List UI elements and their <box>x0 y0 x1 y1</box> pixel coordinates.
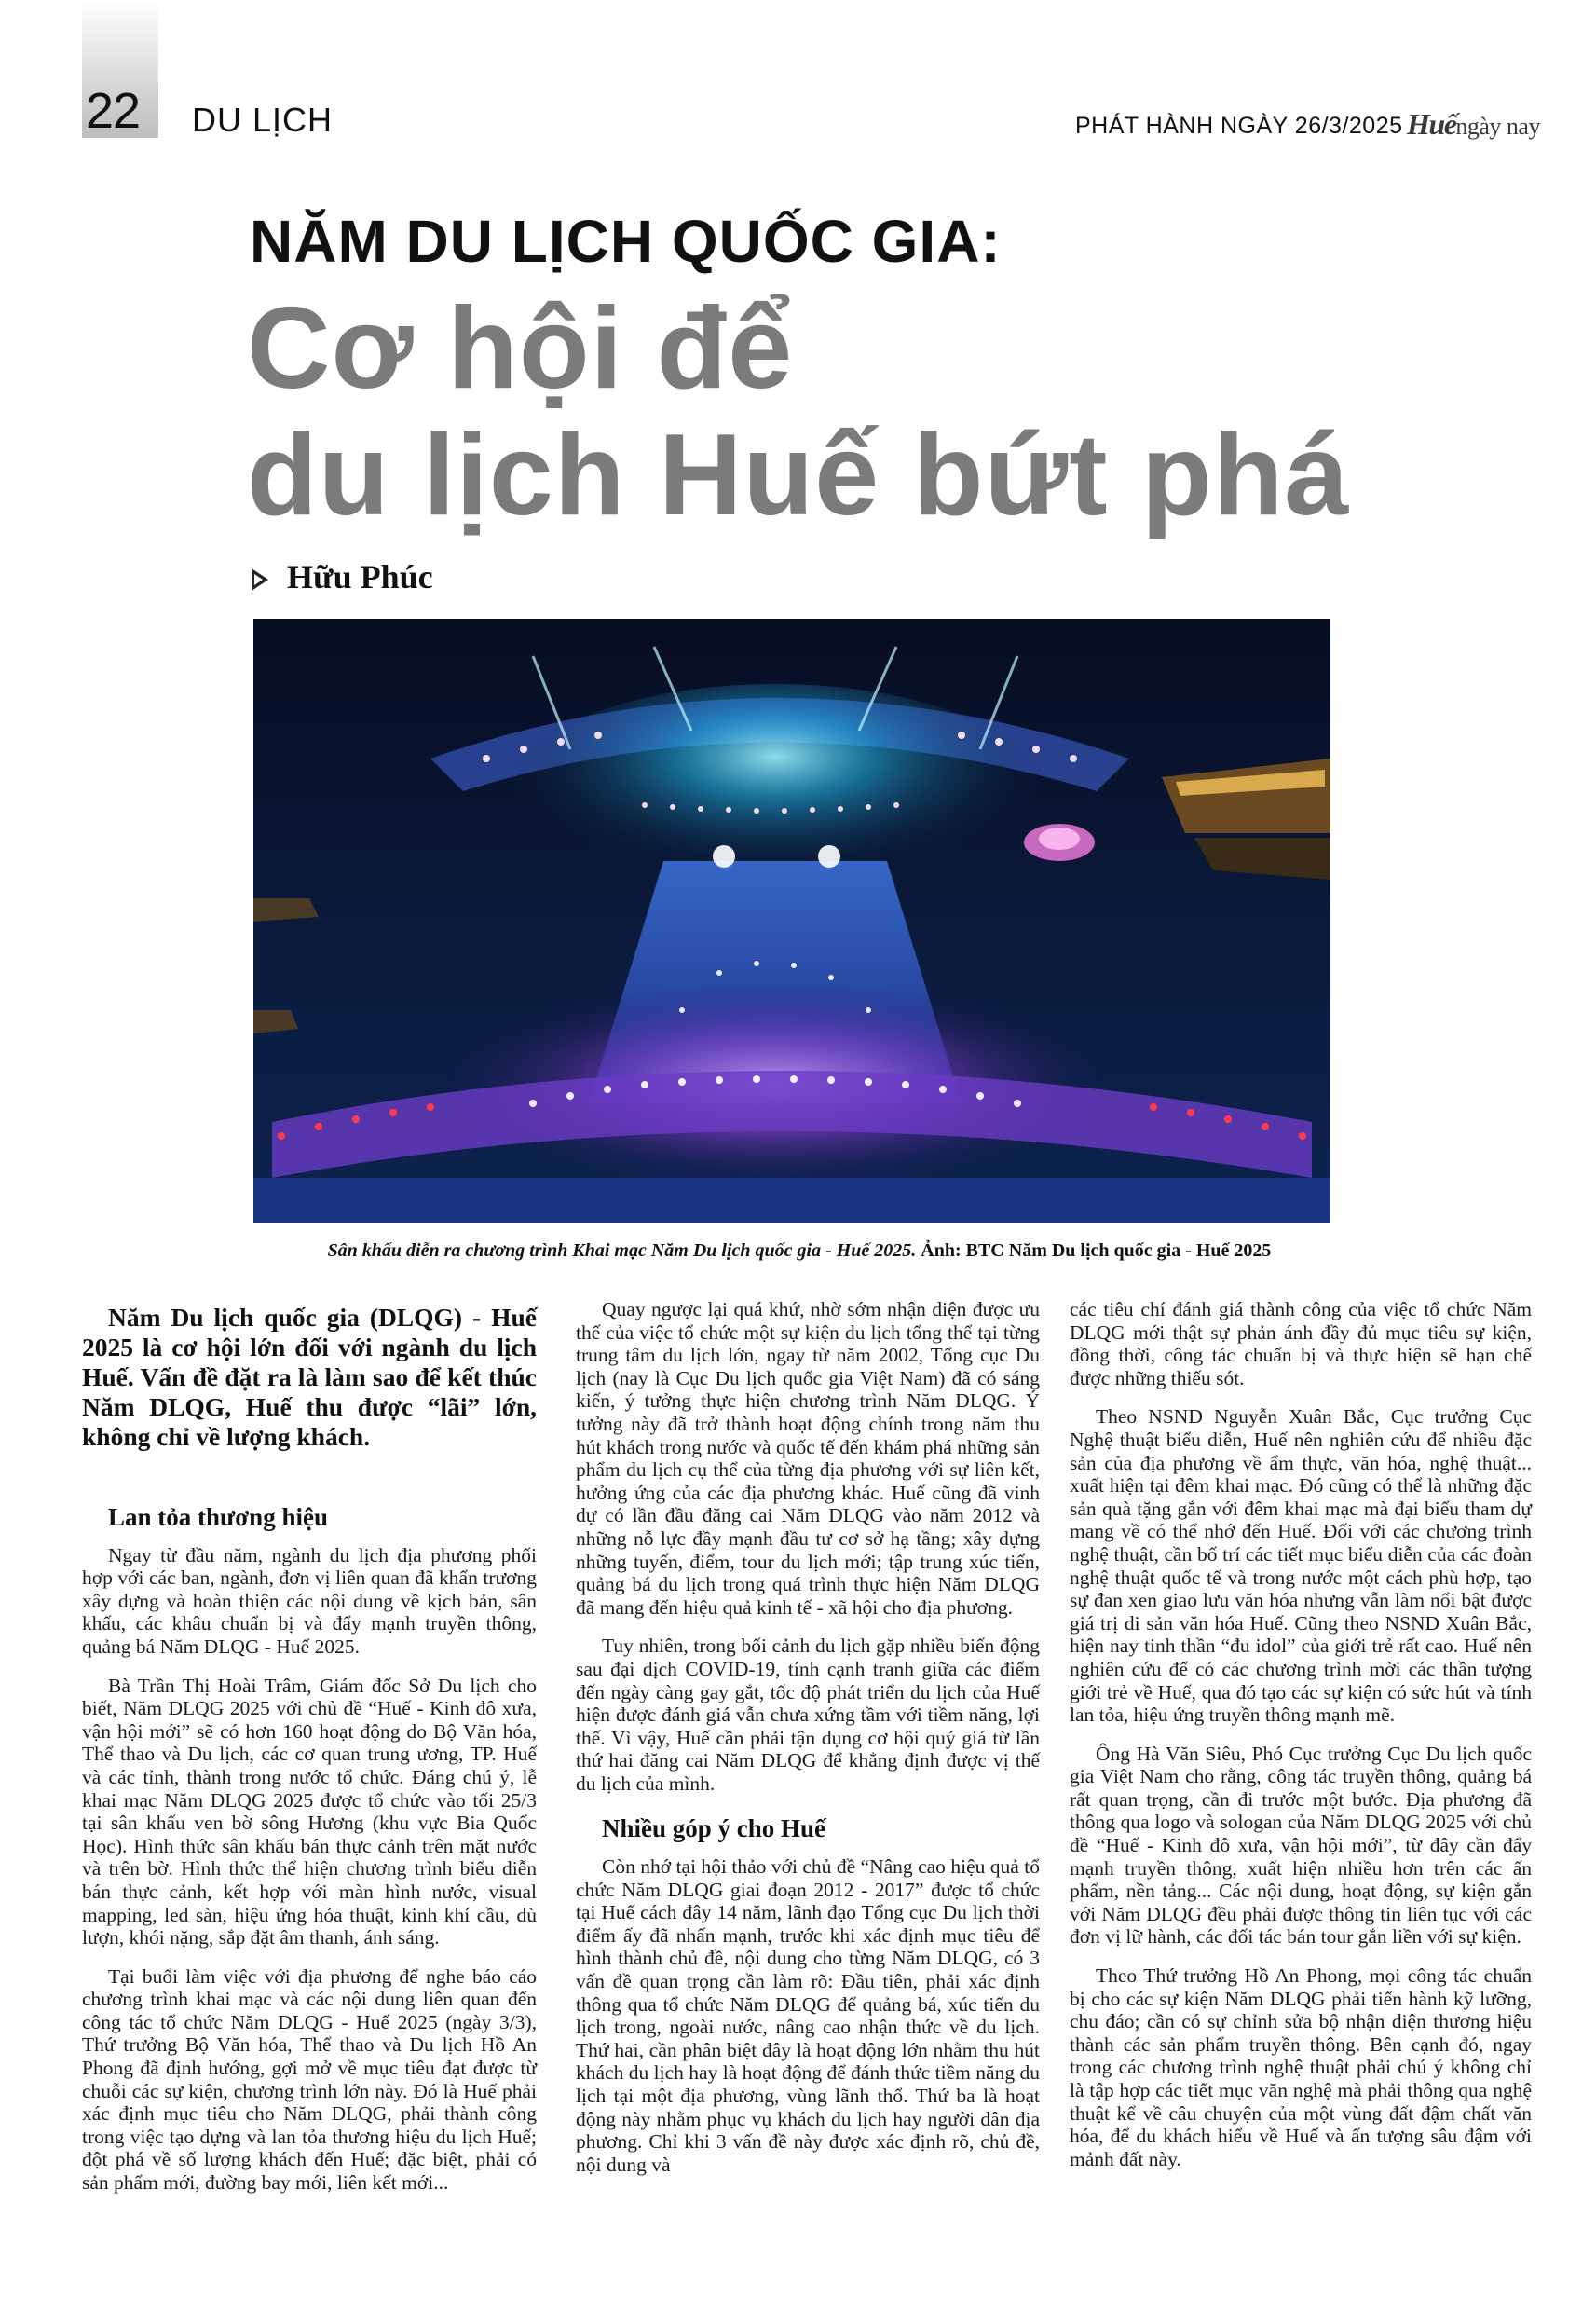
photo-credit: Ảnh: BTC Năm Du lịch quốc gia - Huế 2025 <box>921 1240 1272 1261</box>
body-paragraph: Còn nhớ tại hội thảo với chủ đề “Nâng cao hiệu quả tổ chức Năm DLQG giai đoạn 2012 - 2017” được tổ chức tại Huế cách đây 14 năm, lãnh đạo Tổng cục Du lịch thời điểm ấy đã nhấn mạnh, trước khi xác định mục tiêu để hình thành chủ đề, nội dung cho từng Năm DLQG, có 3 vấn đề quan trọng cần làm rõ: Đầu tiên, phải xác định thông qua tổ chức Năm DLQG để quảng bá, xúc tiến du lịch trong, ngoài nước, nâng cao nhận thức về du lịch. Thứ hai, cần phân biệt đây là hoạt động lớn nhằm thu hút khách du lịch hay là hoạt động để đánh thức tiềm năng du lịch tại một địa phương, vùng lãnh thổ. Thứ ba là hoạt động này nhằm phục vụ khách du lịch hay người dân địa phương. Chỉ khi 3 vấn đề này được xác định rõ, chủ đề, nội dung và <box>576 1855 1040 2176</box>
page-number: 22 <box>86 83 141 139</box>
author-byline: Hữu Phúc <box>287 558 433 595</box>
logo-main: Huế <box>1407 107 1456 141</box>
subheading-gop-y: Nhiều góp ý cho Huế <box>602 1814 826 1843</box>
body-paragraph-continued: các tiêu chí đánh giá thành công của việc tổ chức Năm DLQG mới thật sự phản ánh đầy đủ mục tiêu sự kiện, đồng thời, công tác chuẩn bị và thực hiện sẽ hạn chế được những thiếu sót. <box>1070 1298 1532 1389</box>
body-paragraph: Ngay từ đầu năm, ngành du lịch địa phương phối hợp với các ban, ngành, đơn vị liên quan đã khẩn trương xây dựng và hoàn thiện các nội dung về kịch bản, sân khấu, các khâu chuẩn bị và đẩy mạnh truyền thông, quảng bá Năm DLQG - Huế 2025. <box>82 1543 537 1658</box>
headline-line-2: du lịch Huế bứt phá <box>247 411 1350 540</box>
body-paragraph: Theo Thứ trưởng Hồ An Phong, mọi công tác chuẩn bị cho các sự kiện Năm DLQG phải tiến hành kỹ lưỡng, chu đáo; cần có sự chỉnh sửa bộ nhận diện thương hiệu thành các sản phẩm truyền thông. Bên cạnh đó, ngay trong các chương trình nghệ thuật phải chú ý không chỉ là tập hợp các tiết mục văn nghệ mà phải thông qua nghệ thuật kể về câu chuyện của một vùng đất đậm chất văn hóa, để du khách hiểu về Huế và ấn tượng sâu đậm với mảnh đất này. <box>1070 1964 1532 2170</box>
triangle-bullet-icon <box>252 568 268 591</box>
release-date: PHÁT HÀNH NGÀY 26/3/2025 <box>1075 113 1403 139</box>
body-paragraph: Bà Trần Thị Hoài Trâm, Giám đốc Sở Du lịch cho biết, Năm DLQG 2025 với chủ đề “Huế - Kinh đô xưa, vận hội mới” sẽ có hơn 160 hoạt động do Bộ Văn hóa, Thể thao và Du lịch, các cơ quan trung ương, TP. Huế và các tỉnh, thành trong nước tổ chức. Đáng chú ý, lễ khai mạc Năm DLQG 2025 được tổ chức vào tối 25/3 tại sân khấu ven bờ sông Hương (khu vực Bia Quốc Học). Hình thức sân khấu bán thực cảnh trên mặt nước và trên bờ. Hình thức thể hiện chương trình biểu diễn bán thực cảnh, kết hợp với màn hình nước, visual mapping, led sàn, hiệu ứng hỏa thuật, kinh khí cầu, dù lượn, khói nặng, sắp đặt âm thanh, ánh sáng. <box>82 1674 537 1949</box>
subheading-lan-toa: Lan tỏa thương hiệu <box>108 1503 328 1531</box>
logo-sub: ngày nay <box>1455 113 1540 140</box>
body-paragraph: Theo NSND Nguyễn Xuân Bắc, Cục trưởng Cục Nghệ thuật biểu diễn, Huế nên nghiên cứu để nhiều đặc sản của địa phương về ẩm thực, văn hóa, nghệ thuật... xuất hiện tại đêm khai mạc. Đó cũng có thể là những đặc sản quà tặng gắn với đêm khai mạc mà đại biểu tham dự mang về có thể nhớ đến Huế. Đối với các chương trình nghệ thuật, cần bố trí các tiết mục biểu diễn của các đoàn nghệ thuật quốc tế và trong nước một cách phù hợp, tạo sự đan xen giao lưu văn hóa nhưng vẫn làm nổi bật được giá trị di sản văn hóa Huế. Cũng theo NSND Xuân Bắc, hiện nay tinh thần “đu idol” của giới trẻ rất cao. Huế nên nghiên cứu để có các chương trình mời các thần tượng giới trẻ về Huế, qua đó tạo các sự kiện có sức hút và tính lan tỏa, hiệu ứng truyền thông mạnh mẽ. <box>1070 1405 1532 1727</box>
caption-text: Sân khấu diễn ra chương trình Khai mạc Năm Du lịch quốc gia - Huế 2025. <box>327 1240 917 1261</box>
article-column-1 <box>82 1303 537 2195</box>
section-title: DU LỊCH <box>192 101 334 139</box>
body-paragraph: Ông Hà Văn Siêu, Phó Cục trưởng Cục Du lịch quốc gia Việt Nam cho rằng, công tác truyền thông, quảng bá rất quan trọng, cần đi trước một bước. Địa phương đã thông qua logo và sologan của Năm DLQG 2025 với chủ đề “Huế - Kinh đô xưa, vận hội mới”, từ đây cần đẩy mạnh truyền thông, xuất hiện nhiều hơn trên các ấn phẩm, nền tảng... Các nội dung, hoạt động, sự kiện gắn với Năm DLQG đều phải được thông tin liên tục với các đơn vị lữ hành, các đối tác bán tour gắn liền với sự kiện. <box>1070 1742 1532 1949</box>
photo-caption <box>250 1240 1349 1262</box>
article-kicker: NĂM DU LỊCH QUỐC GIA: <box>250 208 1002 275</box>
publication-logo <box>1407 107 1540 142</box>
article-headline <box>247 285 1349 539</box>
body-paragraph: Tại buổi làm việc với địa phương để nghe báo cáo chương trình khai mạc và các nội dung liên quan đến công tác tổ chức Năm DLQG - Huế 2025 (ngày 3/3), Thứ trưởng Bộ Văn hóa, Thể thao và Du lịch Hồ An Phong đã định hướng, gợi mở về mục tiêu đạt được từ chuỗi các sự kiện, chương trình lớn này. Đó là Huế phải xác định mục tiêu cho Năm DLQG, phải thành công trong việc tạo dựng và lan tỏa thương hiệu du lịch Huế; đột phá về số lượng khách đến Huế; đặc biệt, phải có sản phẩm mới, đường bay mới, liên kết mới... <box>82 1964 537 2195</box>
body-paragraph: Tuy nhiên, trong bối cảnh du lịch gặp nhiều biến động sau đại dịch COVID-19, tính cạnh tranh giữa các điểm đến ngày càng gay gắt, tốc độ phát triển du lịch của Huế hiện được đánh giá vẫn chưa xứng tầm với tiềm năng, lợi thế. Vì vậy, Huế cần phải tận dụng cơ hội quý giá từ lần thứ hai đăng cai Năm DLQG để khẳng định được vị thế du lịch của mình. <box>576 1635 1040 1795</box>
article-column-2 <box>576 1298 1040 2176</box>
article-lead <box>82 1303 537 1452</box>
body-paragraph: Quay ngược lại quá khứ, nhờ sớm nhận diện được ưu thế của việc tổ chức một sự kiện du lịch tổng thể tại từng trung tâm du lịch lớn, ngay từ năm 2002, Tổng cục Du lịch (nay là Cục Du lịch quốc gia Việt Nam) đã có sáng kiến, ý tưởng thực hiện chương trình Năm DLQG. Ý tưởng này đã trở thành hoạt động chính trong năm thu hút khách trong nước và quốc tế đến khám phá những sản phẩm du lịch cụ thể của từng địa phương với sự liên kết, hưởng ứng của các địa phương khác. Huế cũng đã vinh dự có lần đầu đăng cai Năm DLQG vào năm 2012 và những nỗ lực đầy mạnh đầu tư cơ sở hạ tầng; xây dựng những tuyến, điểm, tour du lịch mới; tập trung xúc tiến, quảng bá du lịch trong quá trình thực hiện Năm DLQG đã mang đến hiệu quả kinh tế - xã hội cho địa phương. <box>576 1298 1040 1619</box>
article-column-3 <box>1070 1298 1532 2170</box>
headline-line-1: Cơ hội để <box>247 284 794 413</box>
stage-photo <box>253 619 1330 1223</box>
lead-paragraph: Năm Du lịch quốc gia (DLQG) - Huế 2025 là cơ hội lớn đối với ngành du lịch Huế. Vấn đề đặt ra là làm sao để kết thúc Năm DLQG, Huế thu được “lãi” lớn, không chỉ về lượng khách. <box>82 1303 537 1451</box>
